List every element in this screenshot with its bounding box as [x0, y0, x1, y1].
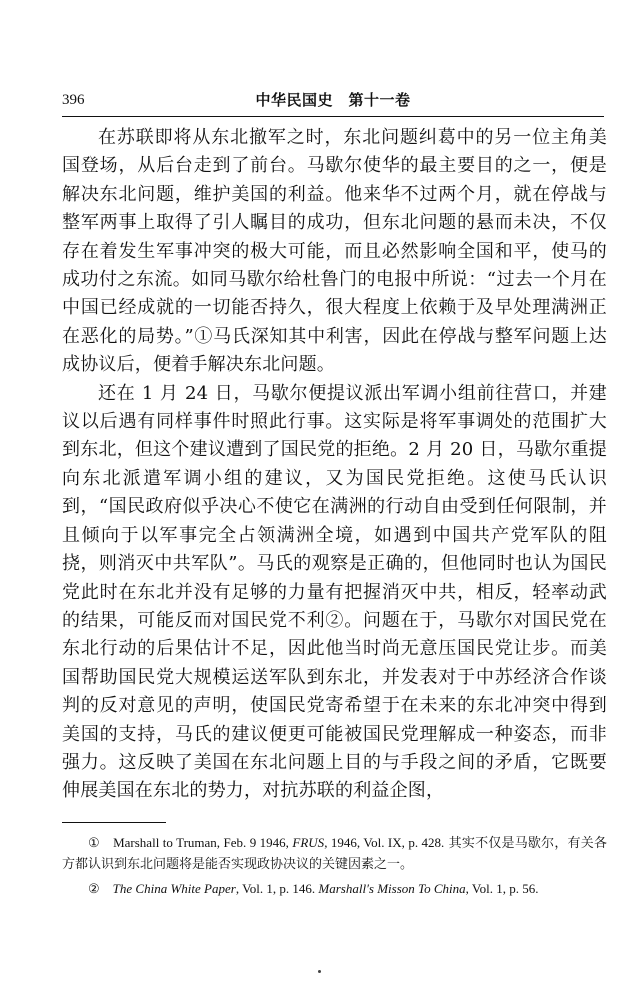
- page-number: 396: [62, 92, 85, 108]
- footnote-title2-italic: Marshall′s Misson To China: [318, 881, 466, 896]
- paragraph: 还在 1 月 24 日，马歇尔便提议派出军调小组前往营口，并建议以后遇有同样事件时照此行事。这实际是将军事调处的范围扩大到东北，但这个建议遭到了国民党的拒绝。2 月 20 日，马歇尔重提向东北派遣军调小组的建议，又为国民党拒绝。这使马氏认识到，“国民政府似乎决心不使它在满洲的行动自由受到任何限制，并且倾向于以军事完全占领满洲全境，如遇到中国共产党军队的阻挠，则消灭中共军队”。马氏的观察是正确的，但他同时也认为国民党此时在东北并没有足够的力量有把握消灭中共，相反，轻率动武的结果，可能反而对国民党不利②。问题在于，马歇尔对国民党在东北行动的后果估计不足，因此他当时尚无意压国民党让步。而美国帮助国民党大规模运送军队到东北，并发表对于中苏经济合作谈判的反对意见的声明，使国民党寄希望于在未来的东北冲突中得到美国的支持，马氏的建议便更可能被国民党理解成一种姿态，而非强力。这反映了美国在东北问题上目的与手段之间的矛盾，它既要伸展美国在东北的势力，对抗苏联的利益企图，: [62, 382, 607, 802]
- footnote-tail: , Vol. 1, p. 56.: [465, 881, 539, 896]
- footnote-source: Marshall to Truman, Feb. 9 1946,: [113, 835, 293, 850]
- running-title: 中华民国史 第十一卷: [255, 91, 411, 109]
- footnote-source-tail: , 1946, Vol. IX, p. 428.: [324, 835, 445, 850]
- footnote-mark: ①: [88, 836, 100, 851]
- footnote-comment: 其实不仅是马歇尔，有关各方都认识到东北问题将是能否实现政协决议的关键因素之一。: [62, 836, 607, 872]
- footnote-rule: [62, 822, 166, 823]
- footnote-title-italic: The China White Paper: [112, 881, 236, 896]
- footnote-2: [62, 878, 607, 900]
- footnotes: [62, 832, 607, 903]
- footnote-mid: , Vol. 1, p. 146.: [235, 881, 319, 896]
- paragraph: 在苏联即将从东北撤军之时，东北问题纠葛中的另一位主角美国登场，从后台走到了前台。马歇尔使华的最主要目的之一，便是解决东北问题，维护美国的利益。他来华不过两个月，就在停战与整军两事上取得了引人瞩目的成功，但东北问题的悬而未决，不仅存在着发生军事冲突的极大可能，而且必然影响全国和平，使马的成功付之东流。如同马歇尔给杜鲁门的电报中所说：“过去一个月在中国已经成就的一切能否持久，很大程度上依赖于及早处理满洲正在恶化的局势。”①马氏深知其中利害，因此在停战与整军问题上达成协议后，便着手解决东北问题。: [62, 127, 607, 376]
- footnote-source-italic: FRUS: [292, 835, 325, 850]
- scan-dot: [318, 970, 321, 973]
- page-header: [62, 90, 604, 114]
- footnote-1: [62, 832, 607, 875]
- header-rule: [62, 116, 604, 117]
- footnote-mark: ②: [88, 882, 100, 897]
- main-text: [62, 124, 607, 806]
